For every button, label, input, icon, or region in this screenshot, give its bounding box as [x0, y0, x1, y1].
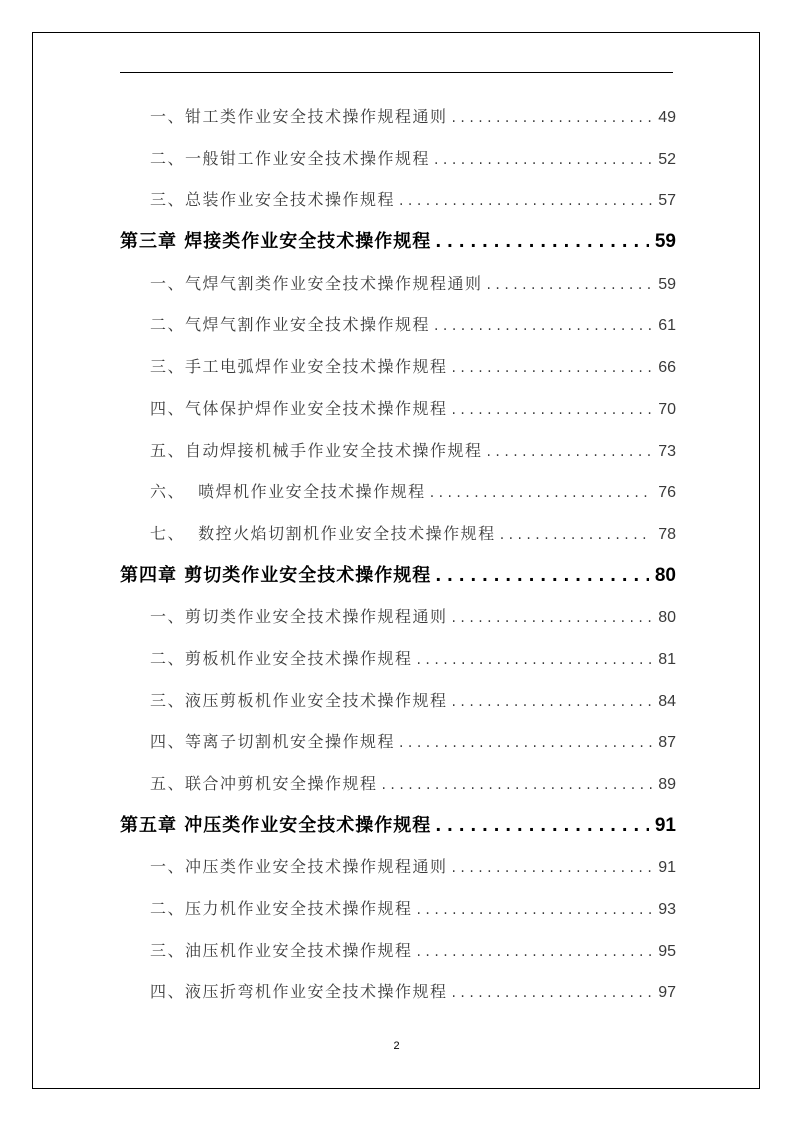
toc-entry-page: 57 [658, 192, 676, 210]
toc-entry-section[interactable] [120, 930, 676, 972]
toc-entry-section[interactable] [120, 388, 676, 430]
toc-dot-leader [434, 138, 652, 180]
toc-dot-leader [487, 263, 653, 305]
toc-entry-section[interactable] [120, 638, 676, 680]
toc-dot-leader [452, 680, 653, 722]
toc-chapter-page: 91 [654, 814, 676, 836]
toc-dot-leader [452, 388, 653, 430]
toc-entry-title: 二、剪板机作业安全技术操作规程 [150, 648, 413, 668]
toc-entry-section[interactable] [120, 680, 676, 722]
toc-entry-title: 五、联合冲剪机安全操作规程 [150, 774, 378, 793]
toc-dot-leader [452, 346, 653, 388]
toc-entry-page: 76 [658, 484, 676, 502]
toc-entry-section[interactable] [120, 971, 676, 1013]
toc-entry-title: 七、 数控火焰切割机作业安全技术操作规程 [150, 523, 496, 543]
toc-entry-title: 二、气焊气割作业安全技术操作规程 [150, 315, 431, 335]
toc-dot-leader [452, 846, 653, 888]
toc-entry-page: 73 [658, 442, 676, 460]
toc-entry-title: 一、剪切类作业安全技术操作规程通则 [150, 607, 448, 627]
toc-entry-title: 三、油压机作业安全技术操作规程 [150, 940, 413, 960]
toc-entry-section[interactable] [120, 263, 676, 305]
toc-entry-page: 66 [658, 359, 676, 377]
toc-entry-page: 80 [658, 609, 676, 627]
toc-entry-title: 三、手工电弧焊作业安全技术操作规程 [150, 357, 448, 377]
toc-entry-chapter[interactable] [120, 555, 676, 597]
toc-entry-section[interactable] [120, 179, 676, 221]
toc-entry-page: 89 [658, 776, 676, 793]
toc-entry-title: 三、总装作业安全技术操作规程 [150, 190, 396, 210]
toc-entry-title: 四、等离子切割机安全操作规程 [150, 732, 396, 752]
toc-entry-section[interactable] [120, 846, 676, 888]
toc-entry-title: 六、 喷焊机作业安全技术操作规程 [150, 482, 426, 502]
toc-entry-page: 49 [658, 109, 676, 126]
toc-dot-leader [487, 430, 653, 472]
toc-dot-leader [500, 513, 653, 555]
toc-entry-chapter[interactable] [120, 805, 676, 847]
toc-dot-leader [435, 221, 649, 263]
toc-entry-title: 二、压力机作业安全技术操作规程 [150, 899, 413, 919]
toc-dot-leader [452, 96, 653, 138]
toc-dot-leader [417, 930, 653, 972]
toc-chapter-page: 80 [654, 564, 676, 586]
toc-entry-section[interactable] [120, 513, 676, 555]
toc-entry-page: 91 [658, 859, 676, 877]
toc-dot-leader [417, 638, 653, 680]
toc-dot-leader [435, 555, 649, 597]
toc-entry-page: 95 [658, 942, 676, 960]
toc-entry-title: 三、液压剪板机作业安全技术操作规程 [150, 690, 448, 710]
toc-dot-leader [434, 304, 652, 346]
toc-entry-page: 97 [658, 984, 676, 1002]
toc-dot-leader [430, 471, 653, 513]
toc-entry-page: 84 [658, 692, 676, 710]
toc-entry-title: 四、液压折弯机作业安全技术操作规程 [150, 982, 448, 1002]
toc-chapter-title: 第五章 冲压类作业安全技术操作规程 [120, 814, 432, 836]
toc-entry-section[interactable] [120, 721, 676, 763]
toc-entry-section[interactable] [120, 346, 676, 388]
toc-entry-page: 52 [658, 150, 676, 168]
toc-entry-title: 五、自动焊接机械手作业安全技术操作规程 [150, 440, 483, 460]
toc-dot-leader [417, 888, 653, 930]
toc-chapter-title: 第四章 剪切类作业安全技术操作规程 [120, 564, 432, 586]
toc-entry-title: 一、冲压类作业安全技术操作规程通则 [150, 857, 448, 877]
toc-entry-section[interactable] [120, 138, 676, 180]
toc-entry-title: 二、一般钳工作业安全技术操作规程 [150, 148, 431, 168]
toc-entry-page: 81 [658, 650, 676, 668]
toc-entry-page: 78 [658, 525, 676, 543]
toc-entry-chapter[interactable] [120, 221, 676, 263]
toc-dot-leader [399, 179, 652, 221]
toc-entry-page: 87 [658, 734, 676, 752]
toc-entry-section[interactable] [120, 430, 676, 472]
toc-entry-title: 一、气焊气割类作业安全技术操作规程通则 [150, 273, 483, 293]
toc-dot-leader [452, 596, 653, 638]
toc-dot-leader [435, 805, 649, 847]
table-of-contents [120, 96, 676, 1013]
header-rule [120, 72, 673, 73]
toc-entry-section[interactable] [120, 763, 676, 805]
toc-entry-section[interactable] [120, 596, 676, 638]
toc-chapter-title: 第三章 焊接类作业安全技术操作规程 [120, 231, 432, 253]
toc-entry-section[interactable] [120, 304, 676, 346]
toc-entry-section[interactable] [120, 96, 676, 138]
toc-entry-title: 四、气体保护焊作业安全技术操作规程 [150, 398, 448, 418]
toc-entry-section[interactable] [120, 471, 676, 513]
toc-dot-leader [399, 721, 652, 763]
toc-entry-page: 70 [658, 400, 676, 418]
toc-entry-section[interactable] [120, 888, 676, 930]
toc-dot-leader [382, 763, 653, 805]
toc-chapter-page: 59 [654, 231, 676, 253]
toc-entry-page: 93 [658, 901, 676, 919]
toc-dot-leader [452, 971, 653, 1013]
toc-entry-page: 59 [658, 275, 676, 293]
toc-entry-title: 一、钳工类作业安全技术操作规程通则 [150, 107, 448, 126]
toc-entry-page: 61 [658, 317, 676, 335]
page-number: 2 [393, 1040, 400, 1052]
